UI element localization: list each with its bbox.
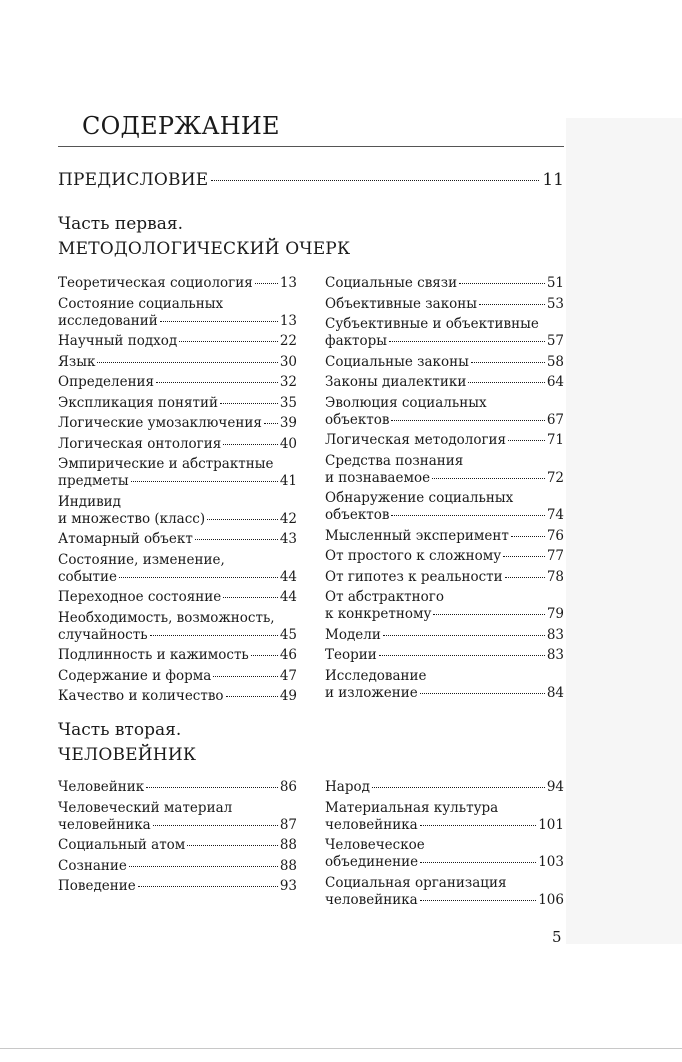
dot-leader bbox=[508, 440, 545, 441]
entry-page: 40 bbox=[279, 435, 297, 452]
entry-title: Социальный атом bbox=[58, 837, 186, 853]
entry-line bbox=[58, 473, 297, 490]
toc-entry[interactable] bbox=[58, 610, 297, 644]
dot-leader bbox=[97, 362, 277, 363]
dot-leader bbox=[129, 866, 278, 867]
dot-leader bbox=[226, 696, 278, 697]
dot-leader bbox=[153, 825, 278, 826]
dot-leader bbox=[213, 676, 277, 677]
entry-title: Атомарный объект bbox=[58, 531, 193, 547]
entry-title: человейника bbox=[325, 816, 418, 833]
dot-leader bbox=[479, 304, 545, 305]
toc-entry[interactable] bbox=[325, 528, 564, 545]
entry-page: 67 bbox=[546, 411, 564, 428]
entry-page: 41 bbox=[279, 473, 297, 489]
dot-leader bbox=[179, 341, 278, 342]
entry-title: человейника bbox=[58, 816, 151, 833]
entry-line bbox=[325, 627, 564, 644]
entry-line bbox=[58, 817, 297, 834]
toc-entry[interactable] bbox=[325, 569, 564, 586]
toc-entry[interactable] bbox=[58, 647, 297, 664]
entry-title: Научный подход bbox=[58, 333, 178, 349]
dot-leader bbox=[251, 655, 278, 656]
entry-page: 47 bbox=[279, 667, 297, 684]
entry-title-line: Индивид bbox=[58, 493, 121, 510]
page-edge-shade bbox=[566, 118, 682, 944]
dot-leader bbox=[503, 556, 545, 557]
dot-leader bbox=[459, 283, 545, 284]
entry-title: и познаваемое bbox=[325, 469, 431, 486]
toc-entry[interactable] bbox=[325, 837, 564, 871]
entry-page: 58 bbox=[546, 353, 564, 370]
page-bottom-border bbox=[0, 1048, 682, 1049]
entry-title: Мысленный эксперимент bbox=[325, 527, 509, 544]
entry-title-line: Человеческий материал bbox=[58, 799, 233, 816]
entry-page: 13 bbox=[279, 312, 297, 329]
toc-entry[interactable] bbox=[325, 453, 564, 487]
entry-title-line: Состояние социальных bbox=[58, 295, 224, 312]
preface-label: ПРЕДИСЛОВИЕ bbox=[58, 170, 209, 190]
entry-title-line: Состояние, изменение, bbox=[58, 551, 225, 568]
part2-title: ЧЕЛОВЕЙНИК bbox=[58, 745, 197, 765]
entry-line bbox=[325, 296, 564, 313]
entry-title: факторы bbox=[325, 333, 388, 349]
entry-page: 88 bbox=[279, 857, 297, 874]
entry-title-line: Обнаружение социальных bbox=[325, 490, 514, 506]
entry-page: 76 bbox=[546, 527, 564, 544]
dot-leader bbox=[471, 362, 545, 363]
toc-entry[interactable] bbox=[325, 296, 564, 313]
entry-title-line: Средства познания bbox=[325, 452, 464, 469]
entry-page: 72 bbox=[546, 469, 564, 486]
entry-line bbox=[325, 779, 564, 796]
entry-title: и изложение bbox=[325, 684, 418, 701]
entry-page: 84 bbox=[546, 684, 564, 701]
toc-entry[interactable] bbox=[58, 494, 297, 528]
entry-title: Определения bbox=[58, 374, 155, 390]
entry-title-line: Эмпирические и абстрактные bbox=[58, 456, 274, 472]
part1-title: МЕТОДОЛОГИЧЕСКИЙ ОЧЕРК bbox=[58, 239, 351, 259]
dot-leader bbox=[511, 536, 545, 537]
entry-page: 39 bbox=[279, 415, 297, 431]
entry-title: Логическая методология bbox=[325, 432, 507, 448]
toc-entry[interactable] bbox=[325, 800, 564, 834]
entry-line bbox=[325, 354, 564, 371]
dot-leader bbox=[391, 515, 544, 516]
entry-line bbox=[325, 470, 564, 487]
dot-leader bbox=[372, 787, 545, 788]
entry-page: 88 bbox=[279, 837, 297, 853]
toc-entry[interactable] bbox=[58, 878, 297, 895]
dot-leader bbox=[220, 403, 278, 404]
entry-title: объектов bbox=[325, 411, 390, 428]
entry-line bbox=[325, 507, 564, 524]
dot-leader bbox=[156, 382, 278, 383]
entry-line bbox=[325, 548, 564, 565]
toc-entry[interactable] bbox=[58, 395, 297, 412]
entry-line bbox=[325, 412, 564, 429]
entry-title: Объективные законы bbox=[325, 295, 478, 312]
entry-title-line: Необходимость, возможность, bbox=[58, 609, 275, 626]
toc-entry[interactable] bbox=[325, 548, 564, 565]
part1-label: Часть первая. bbox=[58, 214, 183, 234]
entry-line bbox=[325, 606, 564, 623]
part2-left-column bbox=[58, 779, 297, 899]
toc-entry[interactable] bbox=[58, 837, 297, 854]
toc-entry[interactable] bbox=[58, 456, 297, 490]
dot-leader bbox=[255, 283, 278, 284]
toc-entry[interactable] bbox=[58, 296, 297, 330]
part2-label: Часть вторая. bbox=[58, 720, 182, 740]
entry-line bbox=[58, 415, 297, 432]
entry-title: Народ bbox=[325, 779, 370, 795]
entry-page: 53 bbox=[546, 295, 564, 312]
entry-title: человейника bbox=[325, 891, 418, 908]
entry-line bbox=[325, 432, 564, 449]
toc-entry[interactable] bbox=[325, 275, 564, 292]
entry-title-line: От абстрактного bbox=[325, 589, 444, 605]
toc-entry[interactable] bbox=[58, 688, 297, 705]
entry-page: 32 bbox=[279, 374, 297, 390]
entry-page: 22 bbox=[279, 333, 297, 349]
entry-line bbox=[58, 589, 297, 606]
dot-leader bbox=[223, 597, 278, 598]
entry-title: исследований bbox=[58, 312, 158, 329]
entry-title-line: Исследование bbox=[325, 667, 427, 684]
entry-page: 103 bbox=[538, 854, 564, 870]
entry-line bbox=[58, 569, 297, 586]
dot-leader bbox=[389, 341, 545, 342]
entry-title: Качество и количество bbox=[58, 688, 224, 704]
dot-leader bbox=[146, 787, 278, 788]
entry-page: 35 bbox=[279, 394, 297, 411]
entry-line bbox=[325, 817, 564, 834]
preface-page: 11 bbox=[542, 170, 564, 190]
toc-entry[interactable] bbox=[58, 354, 297, 371]
dot-leader bbox=[160, 321, 278, 322]
part1-right-column bbox=[325, 275, 564, 705]
entry-page: 46 bbox=[279, 647, 297, 663]
entry-title: Модели bbox=[325, 626, 381, 643]
toc-title: СОДЕРЖАНИЕ bbox=[82, 112, 280, 140]
dot-leader bbox=[391, 420, 544, 421]
entry-line bbox=[325, 374, 564, 391]
toc-entry[interactable] bbox=[325, 374, 564, 391]
dot-leader bbox=[383, 635, 545, 636]
entry-line bbox=[58, 837, 297, 854]
entry-page: 44 bbox=[279, 568, 297, 585]
entry-title: Законы диалектики bbox=[325, 374, 467, 390]
entry-title-line: Эволюция социальных bbox=[325, 394, 487, 411]
entry-title: Подлинность и кажимость bbox=[58, 647, 249, 663]
toc-entry[interactable] bbox=[325, 589, 564, 623]
entry-page: 57 bbox=[546, 333, 564, 349]
entry-title: Экспликация понятий bbox=[58, 394, 218, 411]
toc-entry[interactable] bbox=[58, 415, 297, 432]
entry-title: Сознание bbox=[58, 857, 127, 874]
toc-entry[interactable] bbox=[325, 779, 564, 796]
dot-leader bbox=[138, 886, 278, 887]
entry-title: к конкретному bbox=[325, 606, 432, 622]
entry-line bbox=[58, 647, 297, 664]
entry-line bbox=[325, 647, 564, 664]
part1-left-column bbox=[58, 275, 297, 709]
entry-line bbox=[325, 685, 564, 702]
toc-entry[interactable] bbox=[325, 395, 564, 429]
entry-title: Язык bbox=[58, 353, 96, 370]
dot-leader bbox=[420, 693, 545, 694]
entry-page: 42 bbox=[279, 510, 297, 527]
dot-leader bbox=[211, 180, 539, 181]
toc-entry[interactable] bbox=[58, 858, 297, 875]
toc-entry[interactable] bbox=[325, 490, 564, 524]
toc-entry[interactable] bbox=[325, 875, 564, 909]
entry-title: Переходное состояние bbox=[58, 589, 222, 605]
entry-page: 30 bbox=[279, 353, 297, 370]
entry-title: Логическая онтология bbox=[58, 435, 222, 452]
entry-line bbox=[325, 275, 564, 292]
entry-page: 101 bbox=[538, 816, 564, 833]
dot-leader bbox=[420, 862, 536, 863]
dot-leader bbox=[505, 577, 545, 578]
entry-line bbox=[58, 531, 297, 548]
dot-leader bbox=[150, 635, 278, 636]
entry-title: объединение bbox=[325, 854, 419, 870]
entry-title: случайность bbox=[58, 626, 148, 643]
entry-page: 13 bbox=[279, 275, 297, 291]
entry-page: 44 bbox=[279, 589, 297, 605]
dot-leader bbox=[433, 614, 544, 615]
entry-title-line: Субъективные и объективные bbox=[325, 316, 539, 332]
entry-line bbox=[58, 688, 297, 705]
entry-line bbox=[58, 668, 297, 685]
entry-title-line: Социальная организация bbox=[325, 874, 507, 891]
toc-entry[interactable] bbox=[325, 432, 564, 449]
toc-entry[interactable] bbox=[325, 354, 564, 371]
entry-page: 45 bbox=[279, 626, 297, 643]
entry-page: 94 bbox=[546, 779, 564, 795]
entry-title: Поведение bbox=[58, 878, 136, 894]
toc-entry[interactable] bbox=[325, 316, 564, 350]
entry-title: событие bbox=[58, 568, 118, 585]
entry-line bbox=[58, 354, 297, 371]
dot-leader bbox=[264, 423, 278, 424]
entry-line bbox=[325, 528, 564, 545]
entry-page: 83 bbox=[546, 647, 564, 663]
entry-page: 87 bbox=[279, 816, 297, 833]
dot-leader bbox=[131, 481, 278, 482]
part2-right-column bbox=[325, 779, 564, 912]
entry-line bbox=[58, 858, 297, 875]
entry-line bbox=[58, 374, 297, 391]
dot-leader bbox=[195, 539, 278, 540]
entry-page: 83 bbox=[546, 626, 564, 643]
entry-title: Социальные законы bbox=[325, 353, 469, 370]
entry-line bbox=[58, 627, 297, 644]
page-number: 5 bbox=[552, 928, 562, 946]
toc-entry[interactable] bbox=[58, 800, 297, 834]
toc-entry[interactable] bbox=[58, 531, 297, 548]
entry-title: Теории bbox=[325, 647, 377, 663]
entry-line bbox=[325, 333, 564, 350]
toc-entry-preface[interactable] bbox=[58, 170, 564, 190]
title-rule bbox=[58, 146, 564, 147]
entry-title: Человейник bbox=[58, 779, 145, 795]
entry-title-line: Человеческое bbox=[325, 837, 425, 853]
entry-line bbox=[325, 892, 564, 909]
entry-page: 79 bbox=[546, 606, 564, 622]
entry-line bbox=[58, 436, 297, 453]
entry-line bbox=[325, 569, 564, 586]
toc-entry[interactable] bbox=[325, 647, 564, 664]
entry-title: предметы bbox=[58, 473, 129, 489]
entry-line bbox=[58, 275, 297, 292]
dot-leader bbox=[420, 825, 537, 826]
toc-entry[interactable] bbox=[58, 668, 297, 685]
toc-entry[interactable] bbox=[325, 627, 564, 644]
dot-leader bbox=[223, 444, 278, 445]
entry-page: 49 bbox=[279, 688, 297, 704]
entry-line bbox=[58, 395, 297, 412]
entry-line bbox=[58, 878, 297, 895]
entry-line bbox=[58, 333, 297, 350]
dot-leader bbox=[207, 519, 278, 520]
entry-page: 77 bbox=[546, 548, 564, 564]
toc-entry[interactable] bbox=[58, 779, 297, 796]
toc-entry[interactable] bbox=[325, 668, 564, 702]
entry-title: и множество (класс) bbox=[58, 510, 206, 527]
dot-leader bbox=[119, 577, 278, 578]
entry-title: объектов bbox=[325, 507, 390, 523]
entry-title: Социальные связи bbox=[325, 275, 458, 291]
entry-line bbox=[58, 511, 297, 528]
toc-entry[interactable] bbox=[58, 436, 297, 453]
entry-page: 74 bbox=[546, 507, 564, 523]
entry-title: От гипотез к реальности bbox=[325, 568, 503, 585]
dot-leader bbox=[420, 900, 537, 901]
entry-title: Теоретическая социология bbox=[58, 275, 253, 291]
entry-page: 78 bbox=[546, 568, 564, 585]
toc-entry[interactable] bbox=[58, 275, 297, 292]
entry-page: 86 bbox=[279, 779, 297, 795]
entry-line bbox=[325, 854, 564, 871]
entry-title: Логические умозаключения bbox=[58, 415, 262, 431]
entry-page: 93 bbox=[279, 878, 297, 894]
dot-leader bbox=[468, 382, 544, 383]
entry-line bbox=[58, 313, 297, 330]
entry-title: Содержание и форма bbox=[58, 667, 212, 684]
dot-leader bbox=[432, 478, 545, 479]
entry-page: 64 bbox=[546, 374, 564, 390]
entry-page: 71 bbox=[546, 432, 564, 448]
dot-leader bbox=[379, 655, 545, 656]
entry-page: 51 bbox=[546, 275, 564, 291]
entry-line bbox=[58, 779, 297, 796]
dot-leader bbox=[187, 845, 278, 846]
toc-entry[interactable] bbox=[58, 552, 297, 586]
toc-entry[interactable] bbox=[58, 333, 297, 350]
entry-title: От простого к сложному bbox=[325, 548, 502, 564]
entry-page: 43 bbox=[279, 531, 297, 547]
toc-entry[interactable] bbox=[58, 374, 297, 391]
entry-page: 106 bbox=[538, 891, 564, 908]
entry-title-line: Материальная культура bbox=[325, 799, 499, 816]
toc-entry[interactable] bbox=[58, 589, 297, 606]
